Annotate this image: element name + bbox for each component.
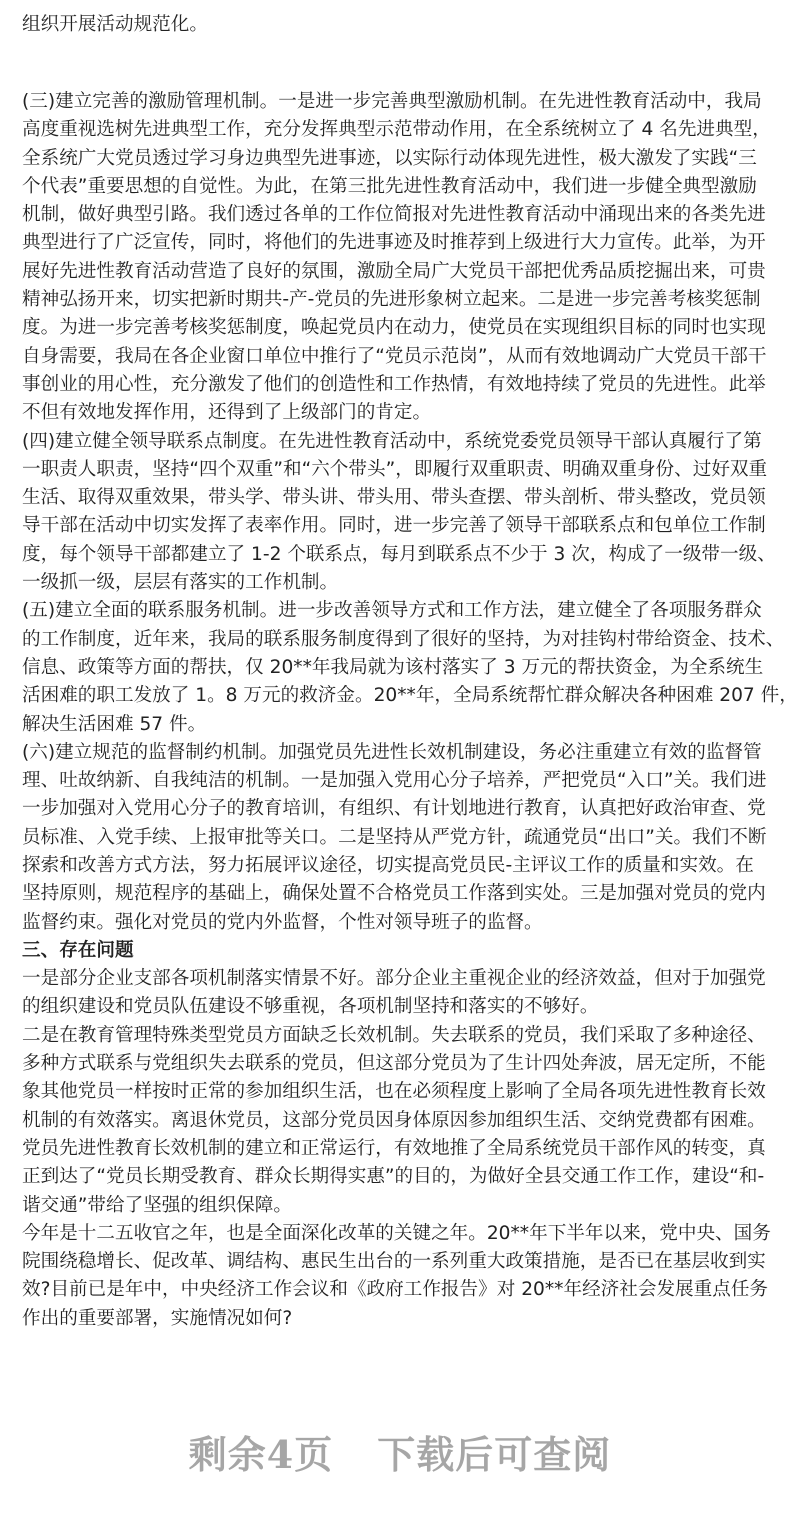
download-banner[interactable] (0, 1424, 800, 1479)
text-line: 三、存在问题 (22, 939, 134, 961)
document-body (22, 11, 798, 1333)
text-line: 一级抓一级，层层有落实的工作机制。 (22, 572, 339, 594)
text-line: 信息、政策等方面的帮扶，仅 20**年我局就为该村落实了 3 万元的帮扶资金，为全系统生 (22, 656, 764, 678)
text-line: 今年是十二五收官之年，也是全面深化改革的关键之年。20**年下半年以来，党中央、国务 (22, 1222, 771, 1244)
text-line: 一步加强对入党用心分子的教育培训，有组织、有计划地进行教育，认真把好政治审查、党 (22, 798, 766, 820)
section-heading (22, 937, 782, 965)
text-line: 不但有效地发挥作用，还得到了上级部门的肯定。 (22, 402, 432, 424)
text-line: 事创业的用心性，充分激发了他们的创造性和工作热情，有效地持续了党员的先进性。此举 (22, 373, 766, 395)
download-prompt-label[interactable]: 下载后可查阅 (377, 1432, 612, 1477)
text-line: (六)建立规范的监督制约机制。加强党员先进性长效机制建设，务必注重建立有效的监督管 (22, 741, 762, 763)
text-line: 理、吐故纳新、自我纯洁的机制。一是加强入党用心分子培养，严把党员“入口”关。我们进 (22, 770, 767, 792)
text-line: 二是在教育管理特殊类型党员方面缺乏长效机制。失去联系的党员，我们采取了多种途径、 (22, 1024, 766, 1046)
paragraph (22, 1022, 782, 1135)
text-line: (三)建立完善的激励管理机制。一是进一步完善典型激励机制。在先进性教育活动中，我局 (22, 90, 762, 112)
paragraph (22, 428, 782, 598)
text-line: 高度重视选树先进典型工作，充分发挥典型示范带动作用，在全系统树立了 4 名先进典型， (22, 119, 771, 141)
paragraph (22, 739, 782, 937)
text-line: 正到达了“党员长期受教育、群众长期得实惠”的目的，为做好全县交通工作工作，建设“和- (22, 1166, 765, 1188)
paragraph (22, 965, 782, 1022)
text-line: 党员先进性教育长效机制的建立和正常运行，有效地推了全局系统党员干部作风的转变，真 (22, 1137, 766, 1159)
text-line: 活困难的职工发放了 1。8 万元的救济金。20**年，全局系统帮忙群众解决各种困难 207 件， (22, 685, 798, 707)
text-line: 的工作制度，近年来，我局的联系服务制度得到了很好的坚持，为对挂钩村带给资金、技术、 (22, 628, 785, 650)
text-line: 解决生活困难 57 件。 (22, 713, 207, 735)
text-line: 典型进行了广泛宣传，同时，将他们的先进事迹及时推荐到上级进行大力宣传。此举，为开 (22, 232, 766, 254)
text-line: 员标准、入党手续、上报审批等关口。二是坚持从严党方针，疏通党员“出口”关。我们不断 (22, 826, 767, 848)
text-line: 一职责人职责，坚持“四个双重”和“六个带头”，即履行双重职责、明确双重身份、过好双重 (22, 458, 768, 480)
text-line: (五)建立全面的联系服务机制。进一步改善领导方式和工作方法，建立健全了各项服务群众 (22, 600, 762, 622)
text-line: (四)建立健全领导联系点制度。在先进性教育活动中，系统党委党员领导干部认真履行了第 (22, 430, 762, 452)
text-line: 导干部在活动中切实发挥了表率作用。同时，进一步完善了领导干部联系点和包单位工作制 (22, 515, 766, 537)
text-line: 生活、取得双重效果，带头学、带头讲、带头用、带头查摆、带头剖析、带头整改，党员领 (22, 487, 766, 509)
text-line: 个代表”重要思想的自觉性。为此，在第三批先进性教育活动中，我们进一步健全典型激励 (22, 175, 757, 197)
text-line: 的组织建设和党员队伍建设不够重视，各项机制坚持和落实的不够好。 (22, 996, 599, 1018)
text-line: 组织开展活动规范化。 (22, 14, 208, 35)
text-line: 象其他党员一样按时正常的参加组织生活，也在必须程度上影响了全局各项先进性教育长效 (22, 1081, 766, 1103)
paragraph (22, 11, 782, 39)
paragraph (22, 1135, 782, 1220)
text-line: 多种方式联系与党组织失去联系的党员，但这部分党员为了生计四处奔波，居无定所，不能 (22, 1053, 766, 1075)
text-line: 坚持原则，规范程序的基础上，确保处置不合格党员工作落到实处。三是加强对党员的党内 (22, 883, 766, 905)
text-line: 探索和改善方式方法，努力拓展评议途径，切实提高党员民-主评议工作的质量和实效。在 (22, 855, 754, 876)
paragraph (22, 597, 798, 738)
text-line: 自身需要，我局在各企业窗口单位中推行了“党员示范岗”，从而有效地调动广大党员干部干 (22, 345, 767, 367)
text-line: 效?目前已是年中，中央经济工作会议和《政府工作报告》对 20**年经济社会发展重点任务 (22, 1279, 769, 1301)
text-line: 机制，做好典型引路。我们透过各单的工作位简报对先进性教育活动中涌现出来的各类先进 (22, 204, 766, 226)
text-line: 机制的有效落实。离退休党员，这部分党员因身体原因参加组织生活、交纳党费都有困难。 (22, 1109, 766, 1131)
text-line: 度，每个领导干部都建立了 1-2 个联系点，每月到联系点不少于 3 次，构成了一级带一级、 (22, 543, 776, 565)
text-line: 一是部分企业支部各项机制落实情景不好。部分企业主重视企业的经济效益，但对于加强党 (22, 968, 766, 990)
text-line: 院围绕稳增长、促改革、调结构、惠民生出台的一系列重大政策措施，是否已在基层收到实 (22, 1251, 766, 1273)
text-line: 全系统广大党员透过学习身边典型先进事迹，以实际行动体现先进性，极大激发了实践“三 (22, 147, 757, 169)
text-line: 精神弘扬开来，切实把新时期共-产-党员的先进形象树立起来。二是进一步完善考核奖惩制 (22, 289, 761, 311)
paragraph (22, 1220, 782, 1333)
text-line: 展好先进性教育活动营造了良好的氛围，激励全局广大党员干部把优秀品质挖掘出来，可贵 (22, 260, 766, 282)
paragraph (22, 88, 782, 428)
text-line: 度。为进一步完善考核奖惩制度，唤起党员内在动力，使党员在实现组织目标的同时也实现 (22, 317, 766, 339)
remaining-pages-label: 剩余4页 (188, 1432, 334, 1477)
text-line: 监督约束。强化对党员的党内外监督，个性对领导班子的监督。 (22, 911, 543, 933)
text-line: 谐交通”带给了坚强的组织保障。 (22, 1194, 292, 1216)
text-line: 作出的重要部署，实施情况如何? (22, 1307, 293, 1329)
